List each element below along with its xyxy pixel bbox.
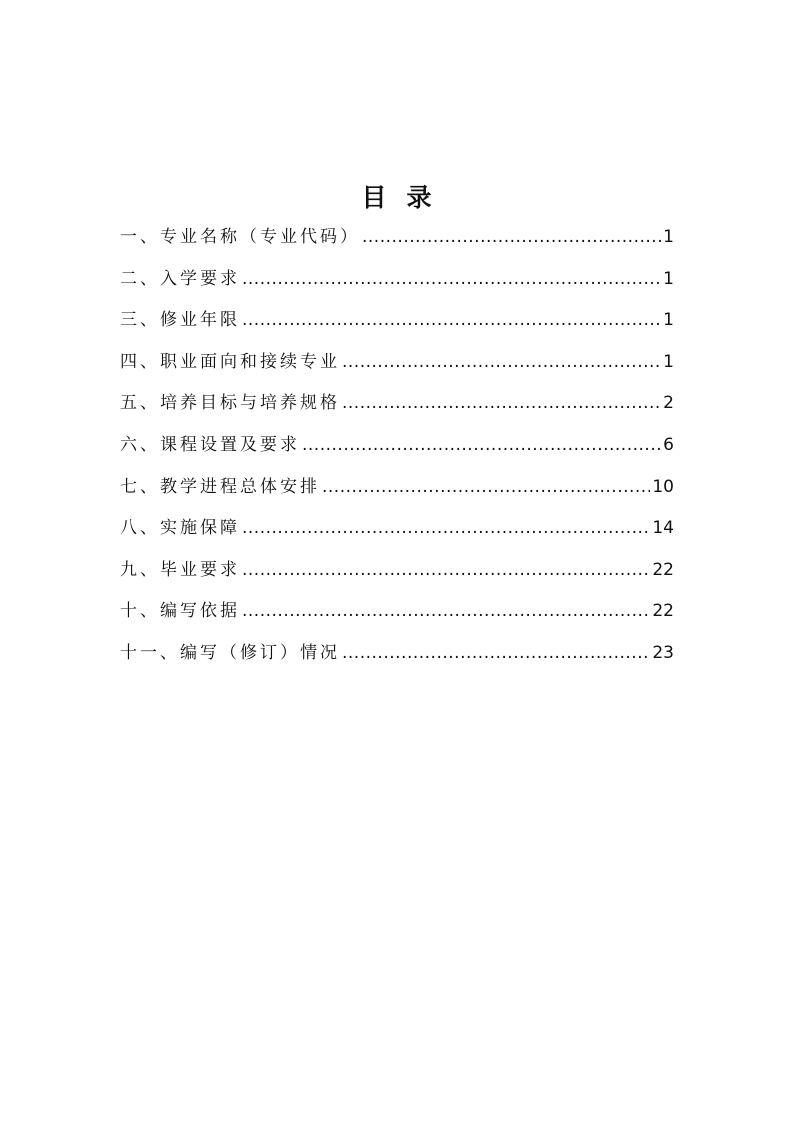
toc-entry-label: 九、毕业要求 [120, 559, 240, 580]
toc-entry[interactable] [120, 555, 674, 597]
toc-entry[interactable] [120, 388, 674, 430]
toc-entry[interactable] [120, 513, 674, 555]
toc-entry-page: 22 [652, 601, 674, 622]
toc-entry-page: 14 [652, 518, 674, 539]
toc-entry-label: 三、修业年限 [120, 310, 240, 331]
toc-entry-label: 八、实施保障 [120, 518, 240, 539]
toc-entry-page: 1 [663, 310, 674, 331]
toc-dot-leader [342, 388, 661, 418]
toc-entry-page: 23 [652, 642, 674, 663]
toc-list [120, 222, 674, 680]
toc-entry-page: 2 [663, 393, 674, 414]
toc-dot-leader [302, 430, 661, 460]
toc-entry-label: 六、课程设置及要求 [120, 434, 300, 455]
toc-entry[interactable] [120, 472, 674, 514]
toc-dot-leader [322, 472, 650, 502]
toc-entry-label: 一、专业名称（专业代码） [120, 227, 360, 247]
toc-title: 目录 [361, 183, 452, 212]
toc-entry-label: 五、培养目标与培养规格 [120, 393, 340, 414]
toc-dot-leader [242, 596, 650, 626]
toc-entry-label: 七、教学进程总体安排 [120, 476, 320, 497]
toc-entry[interactable] [120, 305, 674, 347]
toc-entry-page: 10 [652, 476, 674, 497]
toc-dot-leader [342, 347, 661, 377]
toc-entry-page: 22 [652, 559, 674, 580]
toc-dot-leader [242, 555, 650, 585]
toc-dot-leader [362, 222, 661, 252]
toc-entry[interactable] [120, 347, 674, 389]
toc-entry-page: 6 [663, 434, 674, 455]
toc-dot-leader [342, 638, 650, 668]
toc-dot-leader [242, 264, 661, 294]
toc-entry-label: 十、编写依据 [120, 601, 240, 622]
toc-entry-label: 十一、编写（修订）情况 [120, 642, 340, 663]
toc-entry[interactable] [120, 264, 674, 306]
toc-entry[interactable] [120, 638, 674, 680]
toc-entry[interactable] [120, 430, 674, 472]
toc-entry[interactable] [120, 596, 674, 638]
toc-entry-page: 1 [663, 268, 674, 289]
toc-dot-leader [242, 305, 661, 335]
toc-dot-leader [242, 513, 650, 543]
toc-entry-label: 二、入学要求 [120, 268, 240, 289]
toc-entry-page: 1 [663, 227, 674, 247]
toc-entry[interactable] [120, 222, 674, 264]
toc-entry-label: 四、职业面向和接续专业 [120, 351, 340, 372]
toc-entry-page: 1 [663, 351, 674, 372]
